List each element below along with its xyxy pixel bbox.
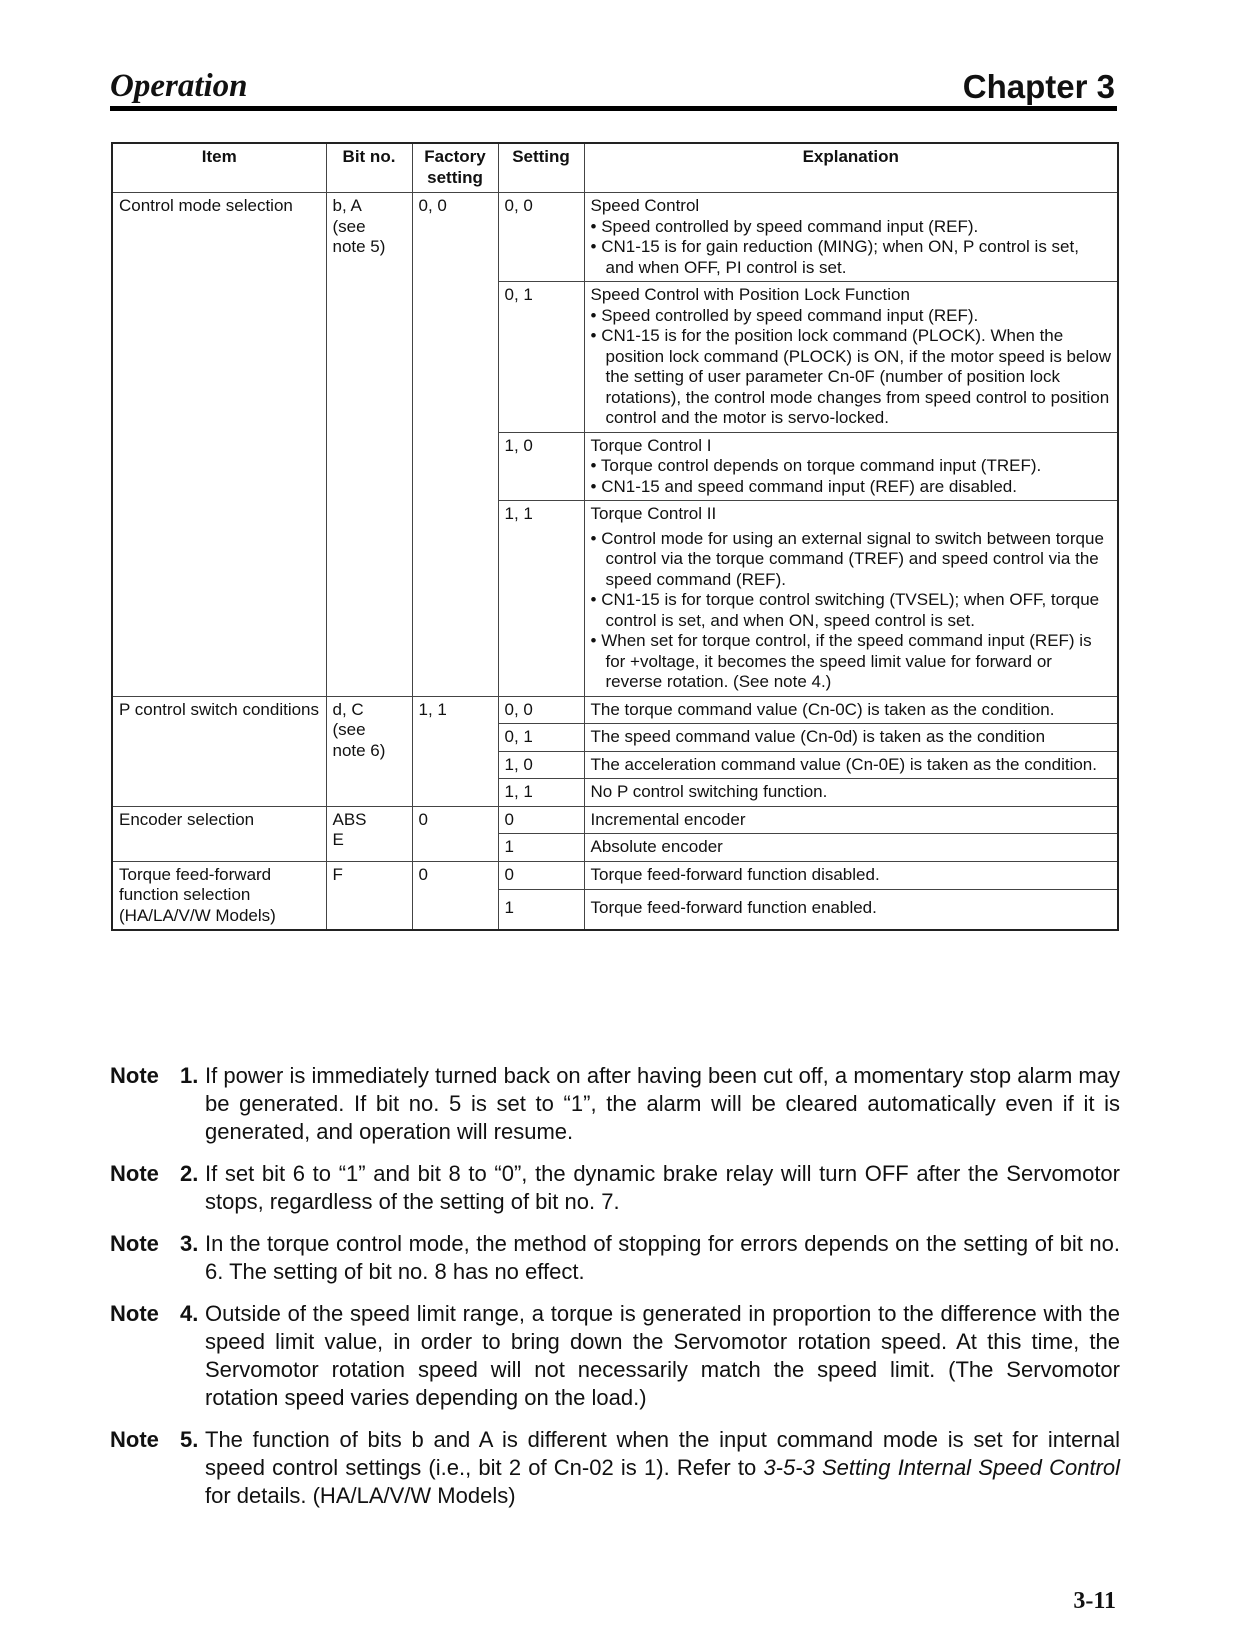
col-header-item: Item [112, 143, 326, 193]
item-cell: Encoder selection [112, 806, 326, 861]
note-text: If set bit 6 to “1” and bit 8 to “0”, the dynamic brake relay will turn OFF after the Servomotor stops, regardless of the setting of bit no. 7. [205, 1161, 1120, 1214]
notes-section [110, 1062, 1120, 1524]
note-5 [110, 1426, 1120, 1510]
table-row [112, 696, 1118, 724]
col-header-bit-no: Bit no. [326, 143, 412, 193]
list-item: • Control mode for using an external signal to switch between torque control via the torque command (TREF) and speed control via the speed command (REF). [591, 529, 1112, 591]
list-item: • When set for torque control, if the speed command input (REF) is for +voltage, it becomes the speed limit value for forward or reverse rotation. (See note 4.) [591, 631, 1112, 693]
table-row [112, 806, 1118, 834]
explanation-cell: Absolute encoder [584, 834, 1118, 862]
factory-setting-cell: 0, 0 [412, 193, 498, 697]
note-number: 3. [180, 1231, 199, 1256]
explanation-cell: The acceleration command value (Cn-0E) is taken as the condition. [584, 751, 1118, 779]
table-row [112, 861, 1118, 890]
note-text: In the torque control mode, the method of stopping for errors depends on the setting of bit no. 6. The setting of bit no. 8 has no effect. [205, 1231, 1120, 1284]
explanation-cell: The speed command value (Cn-0d) is taken as the condition [584, 724, 1118, 752]
factory-setting-cell: 0 [412, 806, 498, 861]
col-header-factory-setting: Factory setting [412, 143, 498, 193]
list-item: • Torque control depends on torque command input (TREF). [591, 456, 1112, 477]
bit-no-cell: d, C (see note 6) [326, 696, 412, 806]
note-1 [110, 1062, 1120, 1146]
note-label: Note [110, 1161, 159, 1186]
setting-cell: 0, 0 [498, 193, 584, 282]
section-reference: 3-5-3 Setting Internal Speed Control [763, 1455, 1121, 1480]
bit-no-cell: ABSE [326, 806, 412, 861]
setting-cell: 0, 1 [498, 282, 584, 433]
setting-cell: 1 [498, 834, 584, 862]
list-item: • CN1-15 is for torque control switching (TVSEL); when OFF, torque control is set, and when ON, speed control is set. [591, 590, 1112, 631]
note-number: 4. [180, 1301, 199, 1326]
note-label: Note [110, 1063, 159, 1088]
item-cell: Control mode selection [112, 193, 326, 697]
note-number: 2. [180, 1161, 199, 1186]
explanation-cell: Speed Control with Position Lock Function • Speed controlled by speed command input (REF). • CN1-15 is for the position lock command (PLOCK). When the position lock command (PLOCK) is ON, if the motor speed is below the setting of user parameter Cn-0F (number of position lock rotations), the control mode changes from speed control to position control and the motor is servo-locked. [584, 282, 1118, 433]
bit-no-cell: F [326, 861, 412, 930]
note-text: The function of bits b and A is different when the input command mode is set for internal speed control settings (i.e., bit 2 of Cn-02 is 1). Refer to 3-5-3 Setting Internal Speed Control for details. (HA/LA/V/W Models) [205, 1427, 1121, 1508]
setting-cell: 0, 1 [498, 724, 584, 752]
section-title: Operation [110, 68, 248, 104]
explanation-cell: The torque command value (Cn-0C) is taken as the condition. [584, 696, 1118, 724]
setting-cell: 1, 1 [498, 779, 584, 807]
list-item: • Speed controlled by speed command input (REF). [591, 306, 1112, 327]
table-header-row [112, 143, 1118, 193]
note-text: Outside of the speed limit range, a torque is generated in proportion to the difference with the speed limit value, in order to bring down the Servomotor rotation speed. At this time, the Servomotor rotation speed will not necessarily match the speed limit. (The Servomotor rotation speed varies depending on the load.) [205, 1301, 1120, 1410]
explanation-cell: Torque feed-forward function enabled. [584, 890, 1118, 930]
page-header [110, 68, 1117, 108]
setting-cell: 0 [498, 806, 584, 834]
page-number: 3-11 [1073, 1588, 1116, 1614]
note-3 [110, 1230, 1120, 1286]
setting-cell: 0 [498, 861, 584, 890]
factory-setting-cell: 0 [412, 861, 498, 930]
setting-cell: 1 [498, 890, 584, 930]
list-item: • CN1-15 is for gain reduction (MING); when ON, P control is set, and when OFF, PI control is set. [591, 237, 1112, 278]
col-header-explanation: Explanation [584, 143, 1118, 193]
explanation-cell: No P control switching function. [584, 779, 1118, 807]
setting-cell: 0, 0 [498, 696, 584, 724]
explanation-cell: Torque Control I • Torque control depends on torque command input (TREF). • CN1-15 and speed command input (REF) are disabled. [584, 432, 1118, 501]
bit-no-cell: b, A (see note 5) [326, 193, 412, 697]
explanation-cell: Torque Control II • Control mode for using an external signal to switch between torque control via the torque command (TREF) and speed control via the speed command (REF). • CN1-15 is for torque control switching (TVSEL); when OFF, torque control is set, and when ON, speed control is set. • When set for torque control, if the speed command input (REF) is for +voltage, it becomes the speed limit value for forward or reverse rotation. (See note 4.) [584, 501, 1118, 697]
table-row [112, 193, 1118, 282]
note-text: If power is immediately turned back on after having been cut off, a momentary stop alarm may be generated. If bit no. 5 is set to “1”, the alarm will be cleared automatically even if it is generated, and operation will resume. [205, 1063, 1120, 1144]
list-item: • CN1-15 is for the position lock command (PLOCK). When the position lock command (PLOCK) is ON, if the motor speed is below the setting of user parameter Cn-0F (number of position lock rotations), the control mode changes from speed control to position control and the motor is servo-locked. [591, 326, 1112, 429]
chapter-label: Chapter 3 [962, 68, 1115, 105]
explanation-cell: Torque feed-forward function disabled. [584, 861, 1118, 890]
col-header-setting: Setting [498, 143, 584, 193]
setting-cell: 1, 0 [498, 751, 584, 779]
note-label: Note [110, 1427, 159, 1452]
header-rule [110, 106, 1117, 111]
setting-cell: 1, 1 [498, 501, 584, 697]
note-number: 1. [180, 1063, 199, 1088]
note-2 [110, 1160, 1120, 1216]
parameter-table [111, 142, 1119, 931]
list-item: • Speed controlled by speed command input (REF). [591, 217, 1112, 238]
factory-setting-cell: 1, 1 [412, 696, 498, 806]
note-number: 5. [180, 1427, 199, 1452]
explanation-cell: Speed Control • Speed controlled by speed command input (REF). • CN1-15 is for gain reduction (MING); when ON, P control is set, and when OFF, PI control is set. [584, 193, 1118, 282]
note-4 [110, 1300, 1120, 1412]
note-label: Note [110, 1301, 159, 1326]
list-item: • CN1-15 and speed command input (REF) are disabled. [591, 477, 1112, 498]
explanation-cell: Incremental encoder [584, 806, 1118, 834]
setting-cell: 1, 0 [498, 432, 584, 501]
item-cell: Torque feed-forward function selection (HA/LA/V/W Models) [112, 861, 326, 930]
note-label: Note [110, 1231, 159, 1256]
item-cell: P control switch conditions [112, 696, 326, 806]
